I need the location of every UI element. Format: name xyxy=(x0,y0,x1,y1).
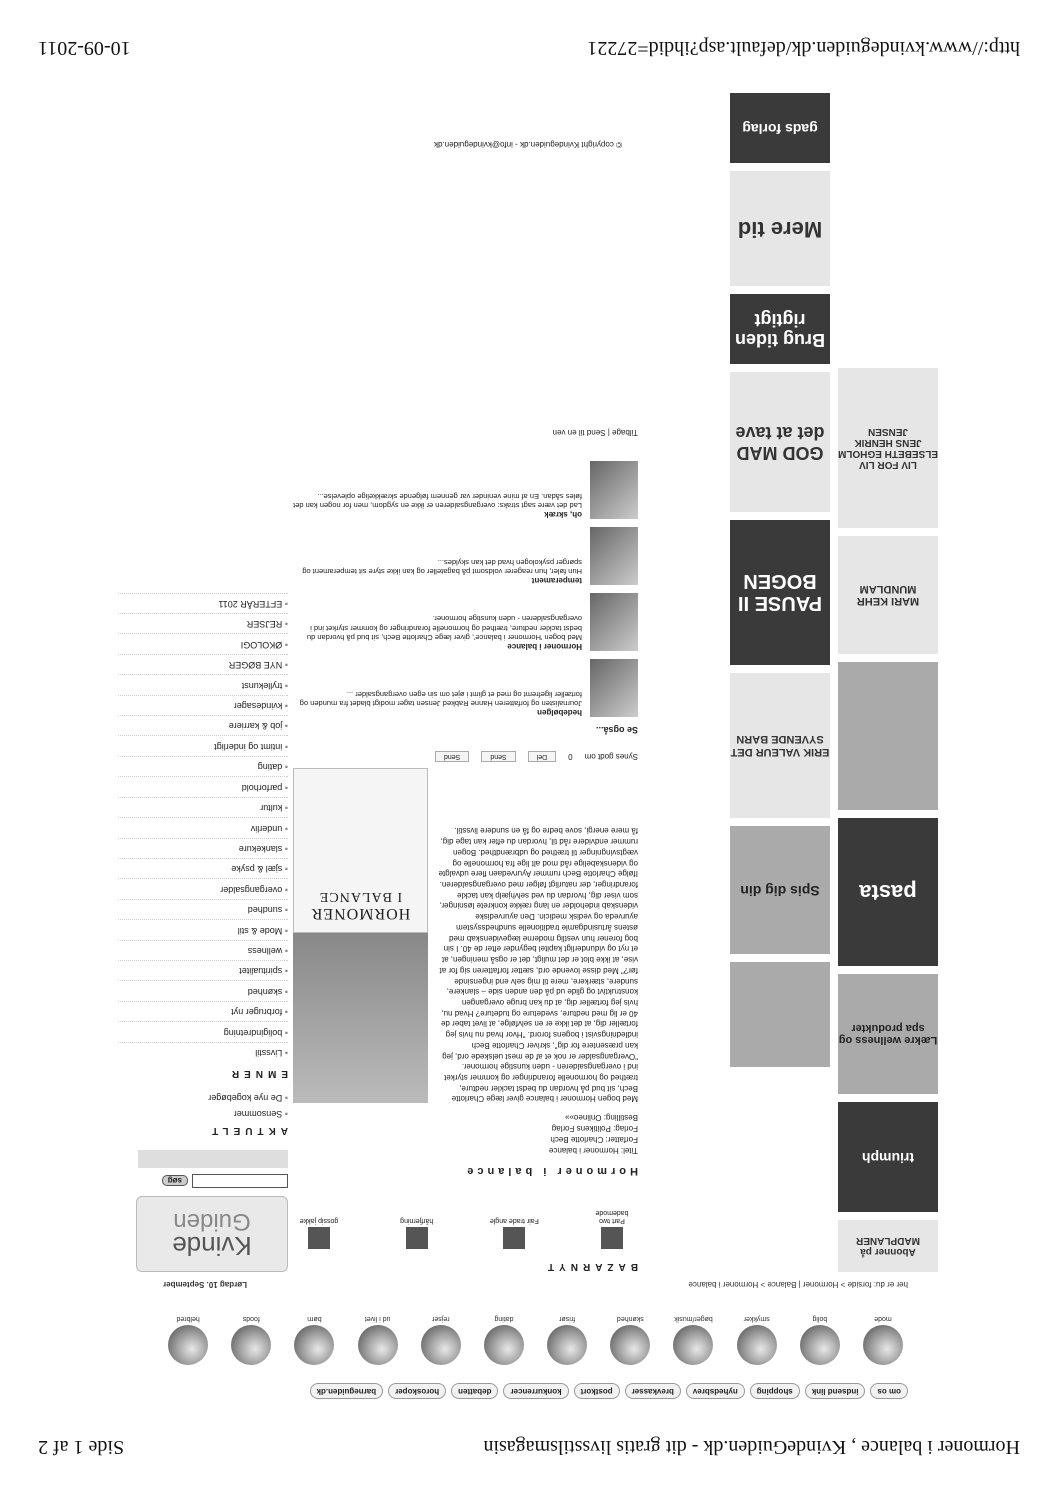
emne-item[interactable]: ▪ job & karriere xyxy=(118,715,288,735)
emne-item[interactable]: ▪ tryllekunst xyxy=(118,674,288,694)
nav-item[interactable]: barneguiden.dk xyxy=(310,1383,384,1399)
category-icon[interactable] xyxy=(353,1303,403,1365)
category-label: bøger/musik xyxy=(674,1315,713,1322)
logo-text-kvinde: Kvinde xyxy=(172,1231,252,1261)
emne-item[interactable]: ▪ ØKOLOGI xyxy=(118,633,288,653)
bazar-item-label: Part two bademode xyxy=(595,1209,629,1224)
related-title[interactable]: hedebølgen xyxy=(537,708,582,718)
category-icon[interactable] xyxy=(605,1303,655,1365)
share-button[interactable]: Del xyxy=(528,751,557,762)
emne-item[interactable]: ▪ dating xyxy=(118,756,288,776)
emne-item[interactable]: ▪ wellness xyxy=(118,940,288,960)
related-title[interactable]: Hormoner i balance xyxy=(507,642,582,652)
related-title[interactable]: oh, skræk xyxy=(544,510,582,520)
breadcrumb-path[interactable]: her er du: forside > Hormoner | Balance > Hormoner i balance xyxy=(688,1280,908,1289)
category-label: smykker xyxy=(743,1315,770,1322)
category-label: børn xyxy=(307,1315,322,1322)
see-also-heading: Se også... xyxy=(595,725,638,736)
aktuelt-item[interactable]: ▪ Sensommer xyxy=(118,1109,288,1119)
ad-banner[interactable]: gads forlag xyxy=(730,93,830,163)
emne-item[interactable]: ▪ REJSER xyxy=(118,613,288,633)
search-form xyxy=(118,1174,288,1188)
ad-banner[interactable]: LIV FOR LIV ELSEBETH EGHOLM JENS HENRIK JENSEN xyxy=(838,368,938,528)
nav-item[interactable]: horoskoper xyxy=(388,1383,446,1399)
emne-item[interactable]: ▪ slankekure xyxy=(118,838,288,858)
related-title[interactable]: temperament xyxy=(531,576,582,586)
category-photo-icon xyxy=(800,1325,840,1365)
emne-item[interactable]: ▪ EFTERÅR 2011 xyxy=(118,593,288,613)
book-cover xyxy=(293,768,428,933)
category-photo-icon xyxy=(484,1325,524,1365)
emne-item[interactable]: ▪ Mode & stil xyxy=(118,919,288,939)
related-thumbnail xyxy=(590,527,638,585)
main-content xyxy=(293,428,638,1272)
bazar-item-label: hårfjerning xyxy=(400,1217,434,1224)
bazar-product-icon xyxy=(308,1227,330,1249)
category-label: ud i livet xyxy=(364,1315,391,1322)
ad-banner[interactable]: triumph xyxy=(838,1102,938,1212)
category-label: dating xyxy=(494,1315,514,1322)
category-photo-icon xyxy=(168,1325,208,1365)
book-publisher: Forlag: Politikens Forlag xyxy=(551,1124,638,1134)
bazar-product-icon xyxy=(601,1227,623,1249)
category-label: skønhed xyxy=(616,1315,644,1322)
print-footer xyxy=(38,23,1020,59)
emne-item[interactable]: ▪ forbruger nyt xyxy=(118,1001,288,1021)
nav-item[interactable]: shopping xyxy=(750,1383,800,1399)
category-label: foods xyxy=(242,1315,260,1322)
category-photo-icon xyxy=(294,1325,334,1365)
nav-item[interactable]: konkurrencer xyxy=(503,1383,568,1399)
emne-item[interactable]: ▪ Livsstil xyxy=(118,1042,288,1062)
send-button[interactable]: Send xyxy=(481,751,515,762)
search-button[interactable]: søg xyxy=(162,1176,188,1187)
sidebar xyxy=(118,593,288,1272)
bazar-item-label: Fair trade angle xyxy=(489,1217,539,1224)
author-photo xyxy=(293,933,428,1103)
category-label: bolig xyxy=(812,1315,828,1322)
category-photo-icon xyxy=(737,1325,777,1365)
bazarnyt-row xyxy=(293,1209,638,1249)
ad-column-left xyxy=(730,93,830,1067)
category-photo-icon xyxy=(358,1325,398,1365)
ad-banner[interactable]: Lækre wellness og spa produkter xyxy=(838,974,938,1094)
related-text: Journalisten og forfatteren Hanne Rabked Jensen tager modigt bladet fra munden og fortæller ligefremt og med et glimt i øjet om sin egen overgangsalder ... xyxy=(299,689,582,709)
ad-banner[interactable]: Mere tid xyxy=(730,171,830,286)
related-thumbnail xyxy=(590,461,638,519)
category-photo-icon xyxy=(421,1325,461,1365)
breadcrumb xyxy=(163,1277,908,1289)
article-text: Med bogen Hormoner i balance giver læge Charlotte Bech, sit bud på hvordan du bedst tackler nedture, træthed og hormonelle forandringer og kommer styrket ind i overgangsalderen - uden kunstige hormoner. "Overgangsalder er nok et af de mest uelskede ord, jeg kan præsentere for dig", skriver Charlotte Bech indledningsvist i bogens forord. "Hvor hvad nu hvis jeg fortæller dig, at det ikke er en selvfølge, at livet taber de 40 er lig med nedture, svedeture og tudeture? Hvad nu, hvis jeg fortæller dig, at du kan bruge overgangen konstruktivt og glide ud på den anden side – slankere, sundere, stærkere, mere til mig selv end ingensinde før?" Med disse lovende ord, sætter forfatteren sig for at vise, at ikke blot er det muligt, det er også meningen, at et nyt og vidunderligt kapitel begynder efter de 40. I sin bog forener hun vestlig moderne lægevidenskab med østens årtusindgamle traditionelle sundhedssystem ayurveda og vedisk medicin. Den ayurvediske videnskab indeholder en lang række konkrete løsninger, som viser dig, hvordan du ved selvhjælp kan tackle forandringer, der naturligt følger med overgangsalderen. Ifølge Charlotte Bech rummer Ayurvedaen flere udvalgte og videnskabelige råd mod alt lige fra hormonelle og vægtsvingninger til træthed og udbrændthed. Bogen rummer endvidere råd til, hvordan du efter kan tage dig, få mere energi, sove bedre og få en sundere livsstil. xyxy=(438,826,638,1104)
emner-heading: EMNER xyxy=(226,1068,288,1079)
aktuelt-item[interactable]: ▪ De nye kogebøger xyxy=(118,1093,288,1103)
related-text: Lad det være sagt straks: overgangsalderen er ikke en sygdom, men for nogen kan det føles sådan. En af mine veninder var gennem følgende skrækkelige oplevelse... xyxy=(293,491,582,511)
bazar-item[interactable] xyxy=(293,1209,345,1249)
emne-item[interactable]: ▪ spiritualitet xyxy=(118,960,288,980)
book-order-link[interactable]: Bestilling: Onlineo»» xyxy=(565,1113,638,1123)
current-date: Lørdag 10. September xyxy=(163,1280,248,1289)
print-url: http://www.kvindeguiden.dk/default.asp?ihdid=27221 xyxy=(587,37,1020,59)
cover-subtitle: I BALANCE xyxy=(318,889,403,905)
related-text: Hun føler, hun reagerer voldsomt på bagateller og kan ikke styre sit temperament og spørger psykologen hvad det kan skyldes... xyxy=(302,557,582,577)
related-item[interactable] xyxy=(293,461,638,519)
book-meta xyxy=(293,1111,638,1154)
cover-title: HORMONER xyxy=(310,905,411,923)
category-icon[interactable] xyxy=(479,1303,529,1365)
emner-list xyxy=(118,593,288,1062)
ad-banner[interactable]: Abonner på MADPLANER xyxy=(838,1220,938,1272)
ad-banner[interactable]: PAUSE II BOGEN xyxy=(730,520,830,665)
emne-item[interactable]: ▪ sjæl & psyke xyxy=(118,858,288,878)
ad-banner[interactable]: Spis dig din xyxy=(730,826,830,954)
nav-item[interactable]: postkort xyxy=(574,1383,620,1399)
category-icon[interactable] xyxy=(858,1303,908,1365)
related-item[interactable] xyxy=(293,527,638,585)
emne-item[interactable]: ▪ skønhed xyxy=(118,980,288,1000)
related-text: Med bogen 'Hormoner i balance', giver læge Charlotte Bech, sit bud på hvordan du bedst tackler nedture, træthed og hormonelle forandringer og kommer styrket ind i overgangsalderen - uden kunstige hormoner. xyxy=(306,613,582,643)
category-photo-icon xyxy=(231,1325,271,1365)
print-header xyxy=(38,1435,1020,1471)
print-date: 10-09-2011 xyxy=(38,37,131,59)
related-thumbnail xyxy=(590,593,638,651)
aktuelt-heading: AKTUELT xyxy=(207,1125,288,1136)
category-icon[interactable] xyxy=(795,1303,845,1365)
category-icon[interactable] xyxy=(289,1303,339,1365)
like-label[interactable]: Synes godt om xyxy=(584,752,638,762)
ad-banner[interactable]: pasta xyxy=(838,818,938,966)
category-icon[interactable] xyxy=(542,1303,592,1365)
bazar-item[interactable] xyxy=(586,1209,638,1249)
share-row xyxy=(293,751,638,762)
bazar-item[interactable] xyxy=(488,1209,540,1249)
article-body xyxy=(293,825,638,1104)
bazarnyt-heading: BAZARNYT xyxy=(543,1261,638,1272)
category-label: frisør xyxy=(559,1315,576,1322)
category-icon[interactable] xyxy=(416,1303,466,1365)
bazar-item[interactable] xyxy=(391,1209,443,1249)
book-author: Forfatter: Charlotte Bech xyxy=(550,1134,638,1144)
emne-item[interactable]: ▪ parforhold xyxy=(118,776,288,796)
ad-banner[interactable]: ERIK VALEUR DET SYVENDE BARN xyxy=(730,673,830,818)
ad-banner[interactable]: Brug tiden rigtigt xyxy=(730,294,830,364)
article-heading: Hormoner i balance xyxy=(463,1164,638,1177)
logo-text-guiden: Guiden xyxy=(173,1208,251,1235)
category-icon[interactable] xyxy=(668,1303,718,1365)
category-icon[interactable] xyxy=(732,1303,782,1365)
copyright-notice: © copyright Kvindeguiden.dk - info@kvindeguiden.dk xyxy=(434,140,622,149)
nav-item[interactable]: nyhedsbrev xyxy=(686,1383,745,1399)
category-icon[interactable] xyxy=(226,1303,276,1365)
bazar-item-label: gossip jakke xyxy=(299,1217,339,1224)
aktuelt-list xyxy=(118,1093,288,1119)
emne-item[interactable]: ▪ NYE BØGER xyxy=(118,654,288,674)
ad-banner[interactable]: MARI KEHR MUNDLAM xyxy=(838,536,938,654)
emne-item[interactable]: ▪ overgangsalder xyxy=(118,878,288,898)
related-item[interactable] xyxy=(293,593,638,651)
nav-item[interactable]: debatten xyxy=(451,1383,498,1399)
email-button[interactable]: Send xyxy=(435,751,469,762)
ad-banner[interactable] xyxy=(730,962,830,1067)
bazar-product-icon xyxy=(406,1227,428,1249)
book-title: Titel: Hormoner i balance xyxy=(548,1145,638,1155)
emne-item[interactable]: ▪ sundhed xyxy=(118,899,288,919)
nav-item[interactable]: om os xyxy=(870,1383,908,1399)
social-icons[interactable] xyxy=(138,1150,288,1168)
book-cover-image xyxy=(293,768,428,1103)
related-item[interactable] xyxy=(293,659,638,717)
category-photo-icon xyxy=(673,1325,713,1365)
nav-item[interactable]: brevkasser xyxy=(625,1383,681,1399)
back-and-send-links[interactable]: Tilbage | Send til en ven xyxy=(552,428,638,438)
emne-item[interactable]: ▪ intimt og inderligt xyxy=(118,736,288,756)
like-count: 0 xyxy=(568,752,573,762)
print-title: Hormoner i balance , KvindeGuiden.dk - dit gratis livsstilsmagasin xyxy=(483,1436,1020,1458)
search-input[interactable] xyxy=(192,1174,288,1188)
category-photo-icon xyxy=(610,1325,650,1365)
site-logo[interactable] xyxy=(136,1196,288,1272)
category-label: rejser xyxy=(432,1315,450,1322)
top-navigation xyxy=(163,1383,908,1399)
ad-banner[interactable] xyxy=(838,662,938,810)
emne-item[interactable]: ▪ underliv xyxy=(118,817,288,837)
nav-item[interactable]: indsend link xyxy=(805,1383,866,1399)
category-label: mode xyxy=(874,1315,892,1322)
emne-item[interactable]: ▪ kultur xyxy=(118,797,288,817)
category-icon[interactable] xyxy=(163,1303,213,1365)
category-label: helbred xyxy=(176,1315,200,1322)
emne-item[interactable]: ▪ kvindesager xyxy=(118,695,288,715)
bazar-product-icon xyxy=(503,1227,525,1249)
print-page-number: Side 1 af 2 xyxy=(38,1436,125,1458)
category-photo-icon xyxy=(547,1325,587,1365)
category-photo-icon xyxy=(863,1325,903,1365)
ad-banner[interactable]: GOD MAD det at tave xyxy=(730,372,830,512)
ad-column-right xyxy=(838,368,938,1272)
emne-item[interactable]: ▪ boligindretning xyxy=(118,1021,288,1041)
related-thumbnail xyxy=(590,659,638,717)
category-icon-bar xyxy=(163,1303,908,1365)
